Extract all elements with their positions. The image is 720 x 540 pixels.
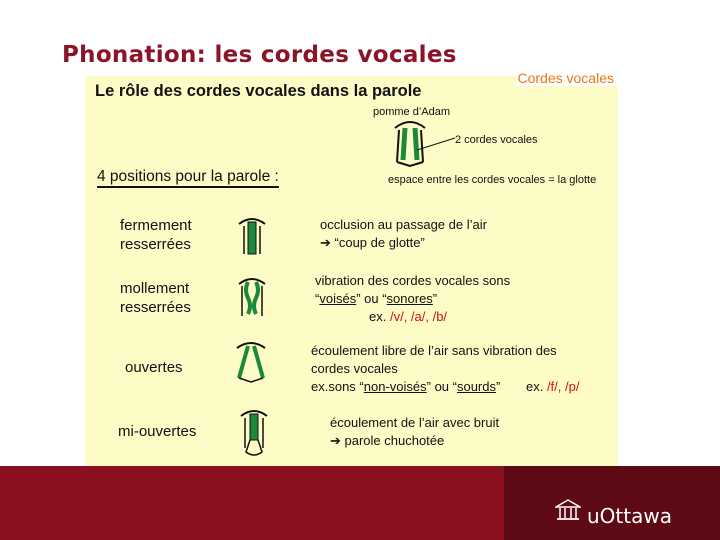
closed-cords-icon <box>235 216 269 256</box>
row1-desc: occlusion au passage de l’air ➔ “coup de glotte” <box>320 217 487 250</box>
row1-name: fermement resserrées <box>120 217 192 253</box>
row4-desc: écoulement de l’air avec bruit ➔ parole chuchotée <box>330 415 500 448</box>
row2-name: mollement resserrées <box>120 280 191 316</box>
row2-desc: vibration des cordes vocales sons “voisés” ou “sonores” ex. /v/, /a/, /b/ <box>315 273 511 324</box>
content-panel <box>85 70 618 466</box>
adam-apple-label: pomme d’Adam <box>373 106 451 118</box>
uottawa-logo-text: uOttawa <box>587 504 672 528</box>
slide-title: Phonation: les cordes vocales <box>62 42 457 68</box>
row3-name: ouvertes <box>125 359 183 376</box>
university-building-icon <box>555 498 581 522</box>
row4-name: mi-ouvertes <box>118 423 197 440</box>
row3-desc: écoulement libre de l’air sans vibration des cordes vocales ex.sons “non-voisés” ou “sourds” ex. /f/, /p/ <box>311 343 580 394</box>
vibrating-cords-icon <box>235 276 269 318</box>
half-open-cords-icon <box>237 408 271 458</box>
pointer-arrow-icon <box>415 134 457 154</box>
footer-logo-area <box>504 466 720 540</box>
glottis-label: espace entre les cordes vocales = la glotte <box>388 174 597 186</box>
footer-bar <box>0 466 720 540</box>
open-cords-icon <box>233 340 269 384</box>
panel-corner-label: Cordes vocales <box>516 70 619 86</box>
positions-heading: 4 positions pour la parole : <box>97 168 279 188</box>
vocal-cords-label: 2 cordes vocales <box>455 134 538 146</box>
panel-heading: Le rôle des cordes vocales dans la parole <box>95 82 422 100</box>
